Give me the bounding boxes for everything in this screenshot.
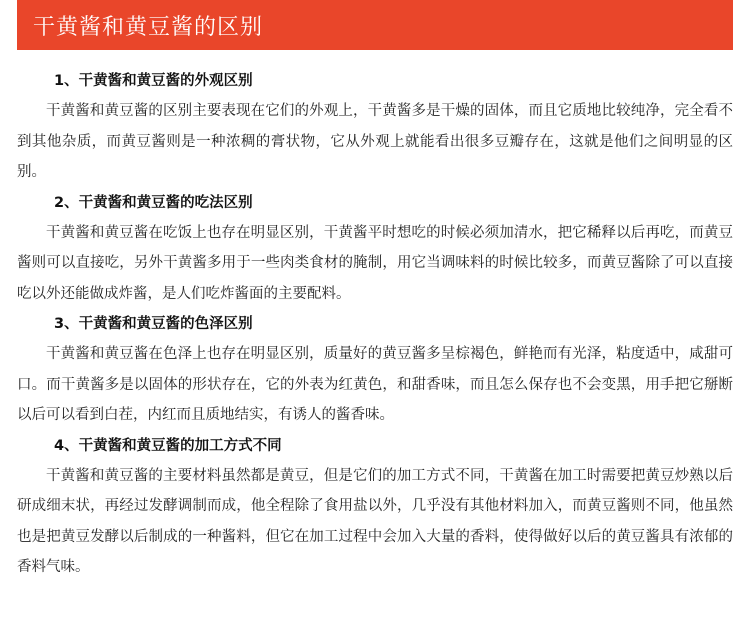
section-heading: 3、干黄酱和黄豆酱的色泽区别 — [54, 316, 253, 332]
section-heading: 2、干黄酱和黄豆酱的吃法区别 — [54, 194, 253, 211]
section-processing — [17, 431, 733, 583]
page-title: 干黄酱和黄豆酱的区别 — [33, 14, 264, 40]
section-heading: 1、干黄酱和黄豆酱的外观区别 — [54, 73, 253, 89]
title-banner — [17, 0, 733, 50]
section-paragraph: 干黄酱和黄豆酱的主要材料虽然都是黄豆，但是它们的加工方式不同，干黄酱在加工时需要把黄豆炒熟以后研成细末状，再经过发酵调制而成，他全程除了食用盐以外，几乎没有其他材料加入，而黄豆酱则不同，他虽然也是把黄豆发酵以后制成的一种酱料，但它在加工过程中会加入大量的香料，使得做好以后的黄豆酱具有浓郁的香料气味。 — [17, 467, 733, 575]
section-appearance — [17, 66, 733, 188]
section-paragraph: 干黄酱和黄豆酱在吃饭上也存在明显区别，干黄酱平时想吃的时候必须加清水，把它稀释以后再吃，而黄豆酱则可以直接吃，另外干黄酱多用于一些肉类食材的腌制，用它当调味料的时候比较多，而黄豆酱除了可以直接吃以外还能做成炸酱，是人们吃炸酱面的主要配料。 — [17, 224, 733, 302]
section-eating-method — [17, 188, 733, 310]
section-heading: 4、干黄酱和黄豆酱的加工方式不同 — [54, 437, 282, 454]
section-color — [17, 309, 733, 431]
section-paragraph: 干黄酱和黄豆酱在色泽上也存在明显区别，质量好的黄豆酱多呈棕褐色，鲜艳而有光泽，粘度适中，咸甜可口。而干黄酱多是以固体的形状存在，它的外表为红黄色，和甜香味，而且怎么保存也不会变黑，用手把它掰断以后可以看到白茬，内红而且质地结实，有诱人的酱香味。 — [17, 346, 733, 423]
section-paragraph: 干黄酱和黄豆酱的区别主要表现在它们的外观上，干黄酱多是干燥的固体，而且它质地比较纯净，完全看不到其他杂质，而黄豆酱则是一种浓稠的膏状物，它从外观上就能看出很多豆瓣存在，这就是他们之间明显的区别。 — [17, 103, 733, 180]
article-content — [17, 66, 733, 583]
